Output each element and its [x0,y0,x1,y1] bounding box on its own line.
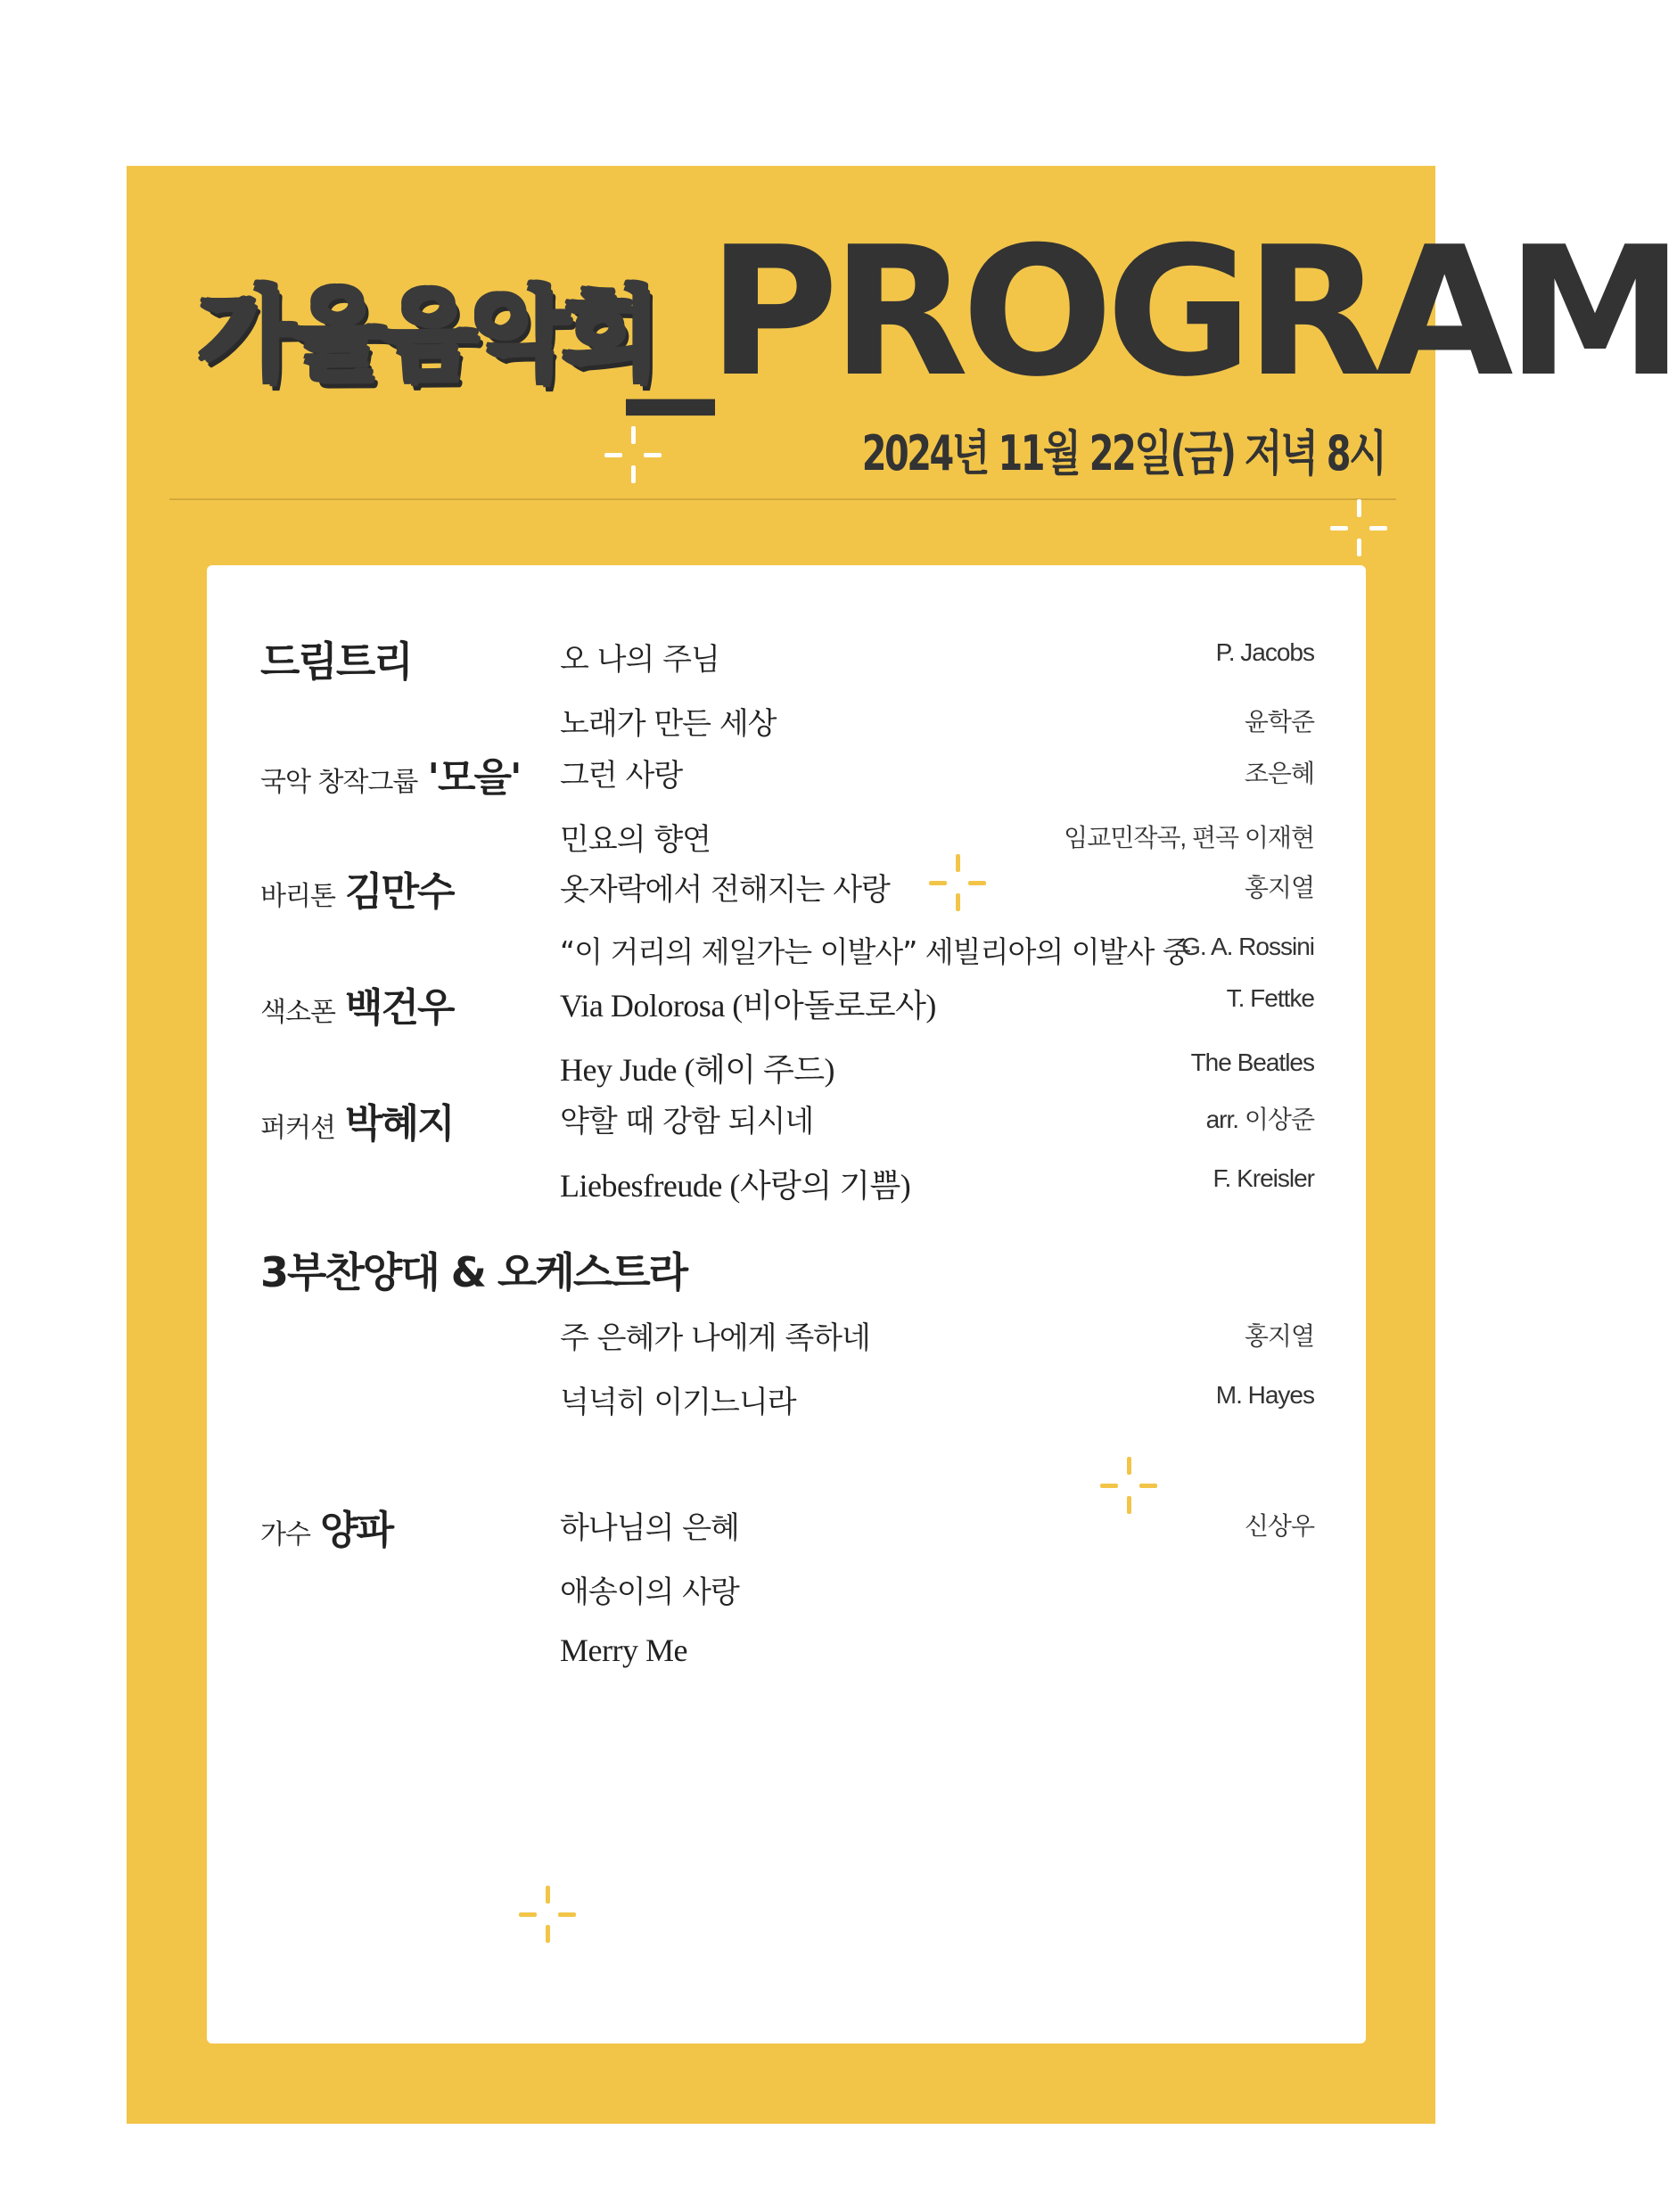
performer [260,1091,454,1148]
song-title: 그런 사랑 [560,758,683,794]
sparkle-icon [1330,499,1387,556]
program-item [560,1161,1314,1205]
composer: G. A. Rossini [1181,933,1314,960]
composer: T. Fettke [1226,984,1314,1012]
performer-name: 3부찬양대 & 오케스트라 [260,1248,687,1296]
composer: F. Kreisler [1213,1164,1314,1192]
composer: 홍지열 [1244,874,1314,901]
divider [169,498,1396,500]
performer-name: 양파 [320,1508,393,1553]
title-english: _PROGRAM [626,209,1677,416]
performer [260,629,412,688]
composer: arr. 이상준 [1205,1106,1314,1133]
song-title: 옷자락에서 전해지는 사랑 [560,872,890,908]
program-item [560,815,1314,859]
performer [260,859,454,917]
composer: 홍지열 [1244,1322,1314,1350]
song-title: Via Dolorosa (비아돌로로사) [560,988,936,1024]
performer-role: 퍼커션 [260,1113,335,1144]
composer: The Beatles [1190,1048,1314,1076]
song-title: Merry Me [560,1632,687,1668]
performer-name: 백건우 [345,985,454,1031]
program-item [560,1377,1314,1422]
song-title: 오 나의 주님 [560,642,719,678]
event-date: 2024년 11월 22일(금) 저녁 8시 [861,425,1385,481]
composer: 윤학준 [1244,708,1314,736]
program-item [560,1632,1314,1676]
program-item [560,1503,1314,1548]
song-title: 주 은혜가 나에게 족하네 [560,1320,870,1356]
song-title: “이 거리의 제일가는 이발사” 세빌리아의 이발사 중 [560,934,1190,969]
program-item [560,1097,1314,1141]
program-item [560,1045,1314,1090]
performer-name: '모을' [427,755,521,801]
song-title: 민요의 향연 [560,822,711,858]
program-item [560,635,1314,679]
composer: P. Jacobs [1215,638,1314,666]
composer: 신상우 [1244,1512,1314,1540]
program-poster [127,166,1677,2124]
program-item [560,981,1314,1025]
song-title: Liebesfreude (사랑의 기쁨) [560,1168,911,1204]
song-title: 넉넉히 이기느니라 [560,1385,796,1420]
program-item [560,929,1314,974]
performer-name: 드림트리 [260,637,412,686]
program-card [207,565,1366,2043]
performer [260,745,520,802]
performer [260,975,454,1032]
sparkle-icon [604,426,662,483]
sparkle-icon [519,1886,576,1943]
program-item [560,699,1314,744]
performer-role: 국악 창작그룹 [260,767,418,798]
performer-name: 박혜지 [345,1101,454,1147]
composer: 조은혜 [1244,760,1314,787]
poster-title [198,209,1677,416]
program-item [560,1567,1314,1612]
composer: 임교민작곡, 편곡 이재현 [1064,824,1314,851]
title-korean: 가을음악회 [198,277,654,393]
song-title: 약할 때 강함 되시네 [560,1104,814,1139]
performer-role: 가수 [260,1519,310,1550]
performer-role: 색소폰 [260,997,335,1028]
performer [260,1240,686,1299]
program-item [560,1313,1314,1358]
program-item [560,751,1314,795]
song-title: 애송이의 사랑 [560,1575,739,1610]
performer [260,1498,392,1555]
program-item [560,865,1314,909]
song-title: Hey Jude (헤이 주드) [560,1052,835,1088]
song-title: 하나님의 은혜 [560,1510,739,1546]
composer: M. Hayes [1215,1381,1314,1409]
performer-name: 김만수 [345,869,454,915]
performer-role: 바리톤 [260,881,335,912]
song-title: 노래가 만든 세상 [560,706,777,742]
